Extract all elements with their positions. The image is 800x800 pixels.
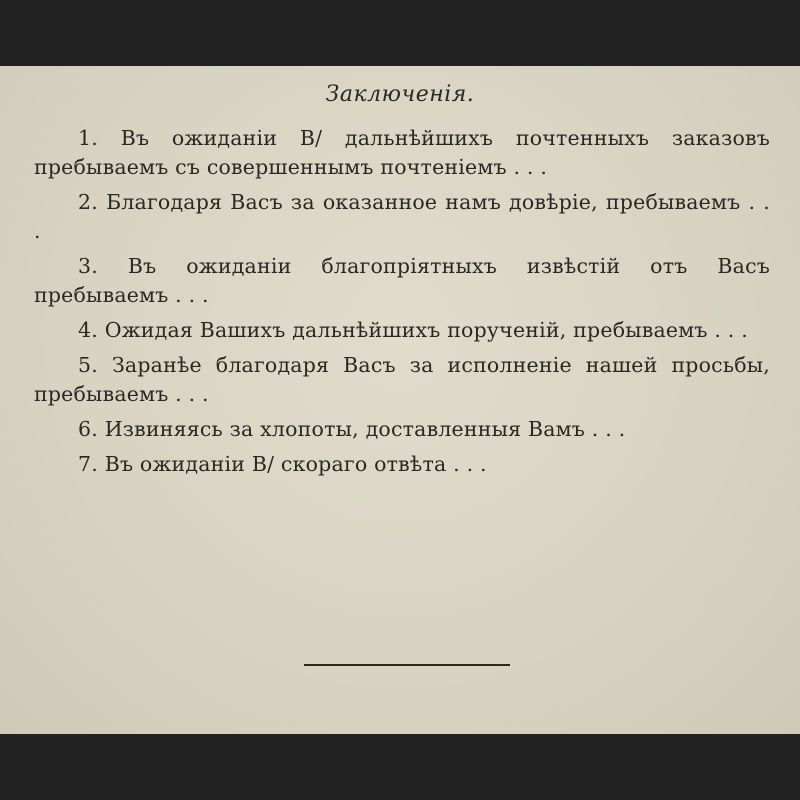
list-item	[34, 351, 770, 409]
list-item	[34, 415, 770, 444]
item-number: 7.	[78, 452, 98, 476]
item-text: Благодаря Васъ за оказанное намъ довѣріе, пребываемъ . . .	[34, 190, 770, 243]
item-number: 2.	[78, 190, 98, 214]
list-item	[34, 450, 770, 479]
list-item	[34, 124, 770, 182]
item-number: 6.	[78, 417, 98, 441]
item-text: Въ ожиданіи В/ скораго отвѣта . . .	[104, 452, 487, 476]
closing-rule	[304, 664, 510, 666]
item-text: Извиняясь за хлопоты, доставленныя Вамъ . . .	[104, 417, 626, 441]
list-item	[34, 316, 770, 345]
item-text: Ожидая Вашихъ дальнѣйшихъ порученій, пребываемъ . . .	[104, 318, 748, 342]
list-item	[34, 252, 770, 310]
book-page	[0, 66, 800, 734]
conclusions-list	[34, 124, 770, 485]
item-text: Заранѣе благодаря Васъ за исполненіе нашей просьбы, пребываемъ . . .	[34, 353, 770, 406]
item-text: Въ ожиданіи В/ дальнѣйшихъ почтенныхъ заказовъ пребываемъ съ совершеннымъ почтеніемъ . . .	[34, 126, 770, 179]
page-heading: Заключенія.	[325, 82, 475, 107]
item-number: 1.	[78, 126, 98, 150]
item-text: Въ ожиданіи благопріятныхъ извѣстій отъ Васъ пребываемъ . . .	[34, 254, 770, 307]
list-item	[34, 188, 770, 246]
item-number: 3.	[78, 254, 98, 278]
item-number: 5.	[78, 353, 98, 377]
item-number: 4.	[78, 318, 98, 342]
